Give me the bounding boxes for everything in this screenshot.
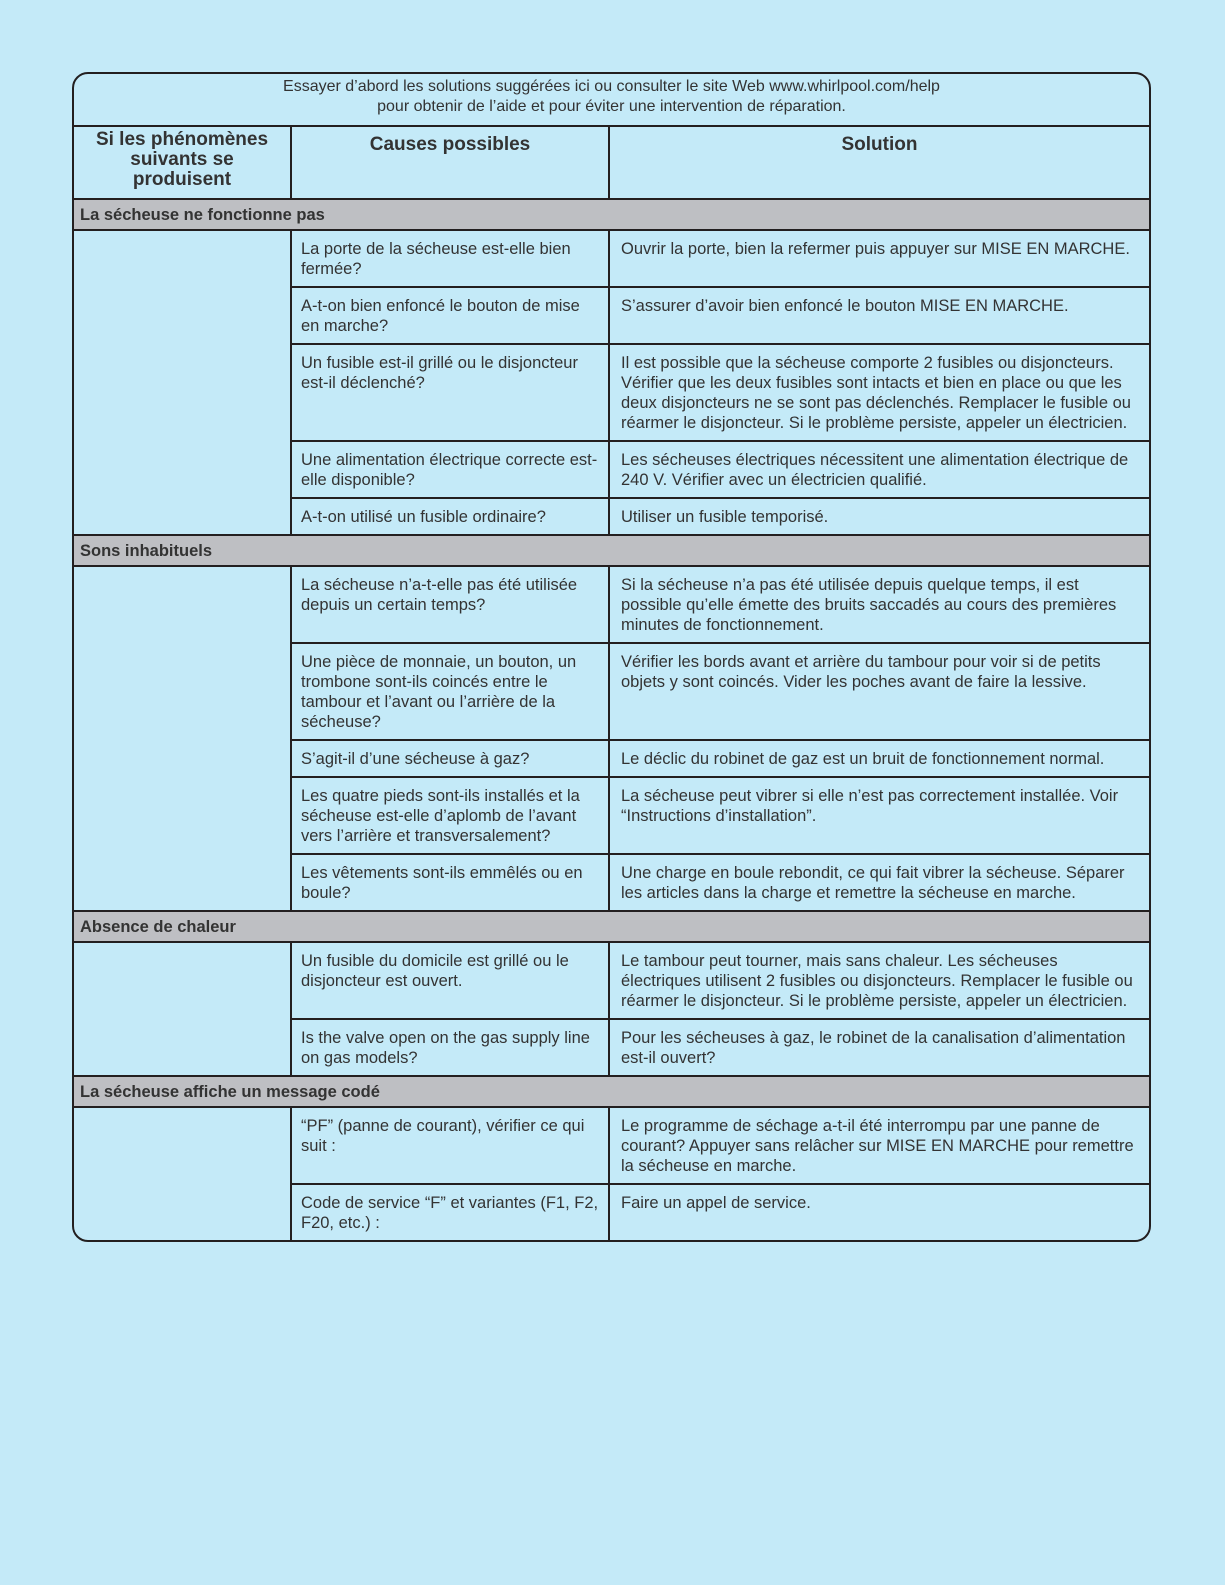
cause-cell: A-t-on bien enfoncé le bouton de mise en marche?: [291, 287, 609, 344]
cause-cell: Un fusible du domicile est grillé ou le disjoncteur est ouvert.: [291, 942, 609, 1019]
problem-cell: [74, 230, 291, 535]
section-row: [74, 535, 1149, 566]
cause-cell: Une pièce de monnaie, un bouton, un trombone sont-ils coincés entre le tambour et l’avant ou l’arrière de la sécheuse?: [291, 643, 609, 740]
intro-line-1: Essayer d’abord les solutions suggérées ici ou consulter le site Web www.whirlpool.com/help: [283, 78, 940, 95]
solution-cell: Il est possible que la sécheuse comporte 2 fusibles ou disjoncteurs. Vérifier que les deux fusibles sont intacts et bien en place ou que les deux disjoncteurs ne se sont pas déclenchés. Remplacer le fusible ou réarmer le disjoncteur. Si le problème persiste, appeler un électricien.: [609, 344, 1149, 441]
section-title: La sécheuse affiche un message codé: [74, 1076, 1149, 1107]
cause-cell: A-t-on utilisé un fusible ordinaire?: [291, 498, 609, 535]
header-cause: Causes possibles: [291, 127, 609, 199]
intro-text: [74, 74, 1149, 127]
problem-cell: [74, 566, 291, 911]
solution-cell: S’assurer d’avoir bien enfoncé le bouton MISE EN MARCHE.: [609, 287, 1149, 344]
table-header-row: [74, 127, 1149, 199]
solution-cell: Les sécheuses électriques nécessitent une alimentation électrique de 240 V. Vérifier avec un électricien qualifié.: [609, 441, 1149, 498]
troubleshooting-table: [74, 127, 1149, 1240]
section-row: [74, 199, 1149, 230]
section-title: La sécheuse ne fonctionne pas: [74, 199, 1149, 230]
problem-cell: [74, 1107, 291, 1240]
cause-cell: Une alimentation électrique correcte est-elle disponible?: [291, 441, 609, 498]
section-title: Sons inhabituels: [74, 535, 1149, 566]
cause-cell: “PF” (panne de courant), vérifier ce qui suit :: [291, 1107, 609, 1184]
solution-cell: Si la sécheuse n’a pas été utilisée depuis quelque temps, il est possible qu’elle émette des bruits saccadés au cours des premières minutes de fonctionnement.: [609, 566, 1149, 643]
table-row: [74, 230, 1149, 287]
intro-line-2: pour obtenir de l’aide et pour éviter une intervention de réparation.: [377, 98, 846, 115]
cause-cell: Un fusible est-il grillé ou le disjoncteur est-il déclenché?: [291, 344, 609, 441]
header-solution: Solution: [609, 127, 1149, 199]
cause-cell: La sécheuse n’a-t-elle pas été utilisée depuis un certain temps?: [291, 566, 609, 643]
solution-cell: Ouvrir la porte, bien la refermer puis appuyer sur MISE EN MARCHE.: [609, 230, 1149, 287]
solution-cell: Une charge en boule rebondit, ce qui fait vibrer la sécheuse. Séparer les articles dans la charge et remettre la sécheuse en marche.: [609, 854, 1149, 911]
table-row: [74, 566, 1149, 643]
solution-cell: Le programme de séchage a-t-il été interrompu par une panne de courant? Appuyer sans relâcher sur MISE EN MARCHE pour remettre la sécheuse en marche.: [609, 1107, 1149, 1184]
table-row: [74, 942, 1149, 1019]
solution-cell: Faire un appel de service.: [621, 1194, 811, 1212]
section-row: [74, 1076, 1149, 1107]
solution-cell: La sécheuse peut vibrer si elle n’est pas correctement installée. Voir “Instructions d’installation”.: [609, 777, 1149, 854]
cause-cell: S’agit-il d’une sécheuse à gaz?: [291, 740, 609, 777]
solution-cell: Pour les sécheuses à gaz, le robinet de la canalisation d’alimentation est-il ouvert?: [609, 1019, 1149, 1076]
solution-cell: Le tambour peut tourner, mais sans chaleur. Les sécheuses électriques utilisent 2 fusibles ou disjoncteurs. Remplacer le fusible ou réarmer le disjoncteur. Si le problème persiste, appeler un électricien.: [609, 942, 1149, 1019]
cause-cell: Les quatre pieds sont-ils installés et la sécheuse est-elle d’aplomb de l’avant vers l’arrière et transversalement?: [291, 777, 609, 854]
cause-cell: Code de service “F” et variantes (F1, F2, F20, etc.) :: [291, 1184, 609, 1240]
cause-cell: Les vêtements sont-ils emmêlés ou en boule?: [291, 854, 609, 911]
header-problem: Si les phénomènes suivants se produisent: [74, 127, 291, 199]
solution-cell: Vérifier les bords avant et arrière du tambour pour voir si de petits objets y sont coincés. Vider les poches avant de faire la lessive.: [609, 643, 1149, 740]
solution-cell: Utiliser un fusible temporisé.: [609, 498, 1149, 535]
problem-cell: [74, 942, 291, 1076]
cause-cell: La porte de la sécheuse est-elle bien fermée?: [291, 230, 609, 287]
section-row: [74, 911, 1149, 942]
troubleshooting-frame: [72, 72, 1151, 1242]
cause-cell: Is the valve open on the gas supply line on gas models?: [291, 1019, 609, 1076]
section-title: Absence de chaleur: [74, 911, 1149, 942]
solution-cell: Le déclic du robinet de gaz est un bruit de fonctionnement normal.: [609, 740, 1149, 777]
table-row: [74, 1107, 1149, 1184]
